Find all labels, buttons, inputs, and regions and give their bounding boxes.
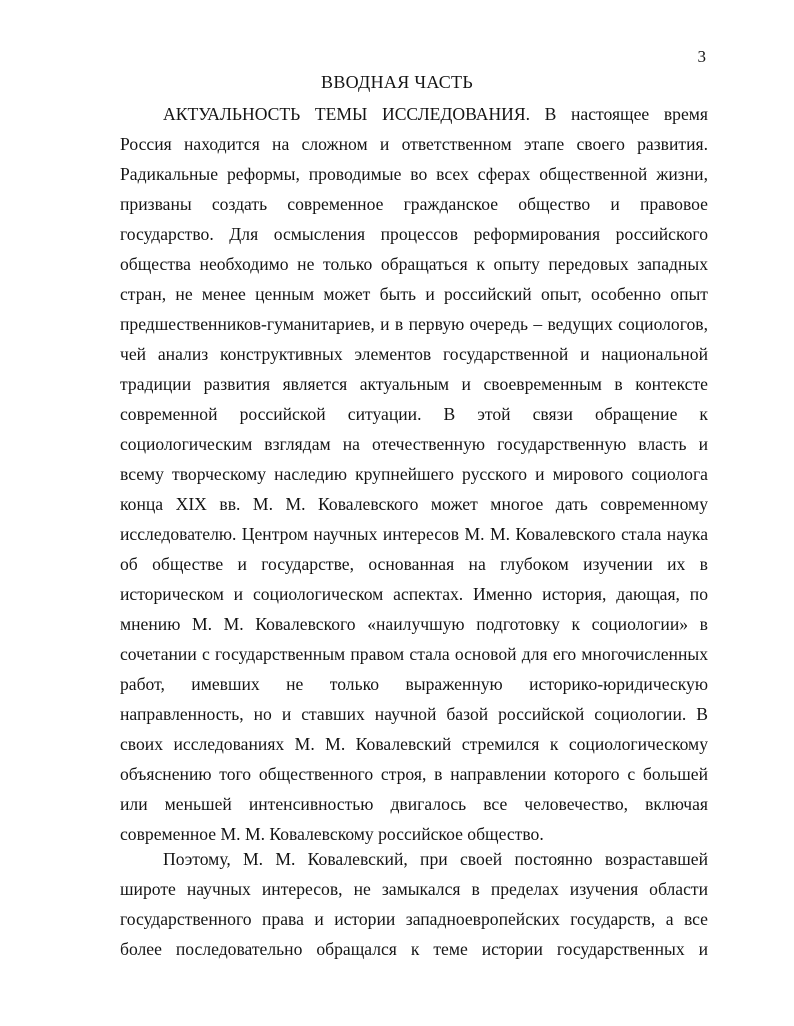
text-line: чей анализ конструктивных элементов государственной и национальной [120, 344, 708, 364]
text-line: всему творческому наследию крупнейшего русского и мирового социолога [120, 464, 708, 484]
paragraph-1 [120, 99, 708, 849]
text-line: АКТУАЛЬНОСТЬ ТЕМЫ ИССЛЕДОВАНИЯ. В настоящее время [163, 104, 708, 124]
text-line: современное М. М. Ковалевскому российское общество. [120, 824, 544, 844]
text-line: направленность, но и ставших научной базой российской социологии. В [120, 704, 708, 724]
text-line: предшественников-гуманитариев, и в первую очередь – ведущих социологов, [120, 314, 708, 334]
section-title: ВВОДНАЯ ЧАСТЬ [321, 72, 473, 92]
text-line: исследователю. Центром научных интересов М. М. Ковалевского стала наука [120, 524, 708, 544]
text-line: мнению М. М. Ковалевского «наилучшую подготовку к социологии» в [120, 614, 708, 634]
text-line: общества необходимо не только обращаться к опыту передовых западных [120, 254, 708, 274]
text-line: Радикальные реформы, проводимые во всех сферах общественной жизни, [120, 164, 708, 184]
text-line: Поэтому, М. М. Ковалевский, при своей постоянно возраставшей [163, 849, 708, 869]
page-number: 3 [697, 47, 706, 66]
text-line: современной российской ситуации. В этой связи обращение к [120, 404, 708, 424]
text-line: работ, имевших не только выраженную историко-юридическую [120, 674, 708, 694]
text-line: государственного права и истории западноевропейских государств, а все [120, 909, 708, 929]
text-line: историческом и социологическом аспектах. Именно история, дающая, по [120, 584, 708, 604]
text-line: социологическим взглядам на отечественную государственную власть и [120, 434, 708, 454]
text-line: призваны создать современное гражданское общество и правовое [120, 194, 708, 214]
text-line: традиции развития является актуальным и своевременным в контексте [120, 374, 708, 394]
text-line: государство. Для осмысления процессов реформирования российского [120, 224, 708, 244]
text-line: об обществе и государстве, основанная на глубоком изучении их в [120, 554, 708, 574]
text-line: стран, не менее ценным может быть и российский опыт, особенно опыт [120, 284, 708, 304]
text-line: широте научных интересов, не замыкался в пределах изучения области [120, 879, 708, 899]
text-line: или меньшей интенсивностью двигалось все человечество, включая [120, 794, 708, 814]
text-line: Россия находится на сложном и ответственном этапе своего развития. [120, 134, 708, 154]
text-line: конца XIX вв. М. М. Ковалевского может многое дать современному [120, 494, 708, 514]
text-line: своих исследованиях М. М. Ковалевский стремился к социологическому [120, 734, 708, 754]
text-line: сочетании с государственным правом стала основой для его многочисленных [120, 644, 708, 664]
paragraph-2 [120, 844, 708, 964]
text-line: более последовательно обращался к теме истории государственных и [120, 939, 708, 959]
text-line: объяснению того общественного строя, в направлении которого с большей [120, 764, 708, 784]
